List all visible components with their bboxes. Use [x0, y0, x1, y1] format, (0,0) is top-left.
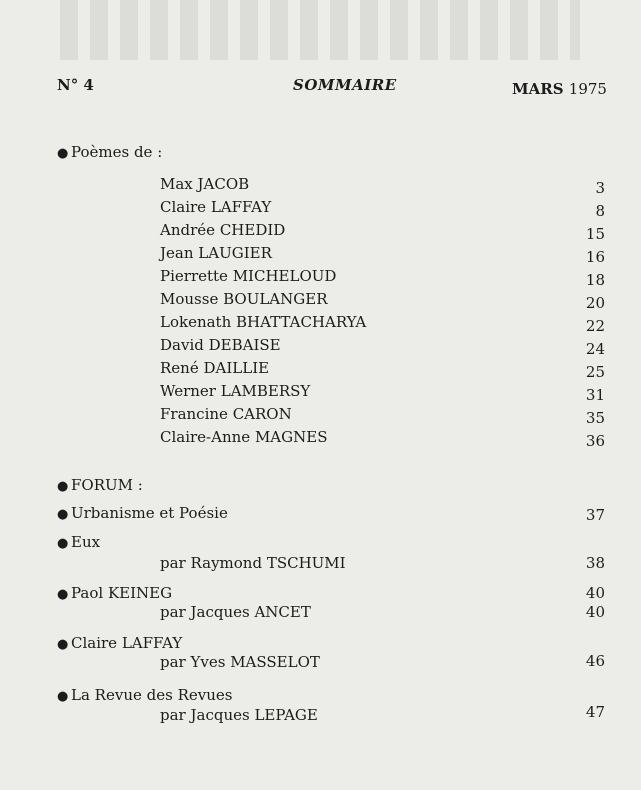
poet-first-name: Werner: [160, 382, 216, 400]
poet-entry: [160, 290, 328, 308]
poet-first-name: Francine: [160, 405, 228, 423]
bullet-icon: ●: [57, 536, 69, 551]
issue-number: N° 4: [57, 76, 94, 94]
poet-first-name: Andrée: [160, 221, 216, 239]
poet-last-name: CARON: [232, 405, 292, 423]
poet-first-name: David: [160, 336, 204, 354]
bullet-icon: ●: [57, 479, 69, 494]
poet-last-name: MAGNES: [254, 428, 328, 446]
page-number: 46: [585, 652, 605, 670]
entry-eux: [57, 533, 100, 551]
poet-first-name: Max: [160, 175, 193, 193]
bullet-icon: ●: [57, 637, 69, 652]
page-number: 40: [585, 584, 605, 602]
forum-heading-line: [57, 476, 143, 494]
poet-entry: [160, 405, 292, 423]
entry-title: La Revue des Revues: [71, 686, 233, 704]
poet-entry: [160, 382, 310, 400]
poet-entry: [160, 244, 272, 262]
poet-entry: [160, 221, 285, 239]
poems-heading-line: [57, 143, 162, 161]
forum-heading: FORUM :: [71, 476, 143, 494]
bleed-through-text: [60, 0, 580, 60]
entry-title: Claire LAFFAY: [71, 634, 183, 652]
poet-first-name: Claire-Anne: [160, 428, 251, 446]
entry-author: par Jacques LEPAGE: [160, 706, 318, 724]
issue-date: [512, 80, 607, 98]
bullet-icon: ●: [57, 689, 69, 704]
poet-first-name: Lokenath: [160, 313, 232, 331]
poet-last-name: DAILLIE: [203, 359, 270, 377]
page-number: 3: [595, 179, 605, 197]
page-number: 35: [585, 409, 605, 427]
page-title: SOMMAIRE: [293, 76, 397, 94]
page-number: 16: [585, 248, 605, 266]
page-number: 38: [585, 554, 605, 572]
poet-first-name: Mousse: [160, 290, 219, 308]
bullet-icon: ●: [57, 507, 69, 522]
entry-title: Paol KEINEG: [71, 584, 173, 602]
poet-first-name: Pierrette: [160, 267, 228, 285]
page-number: 24: [585, 340, 605, 358]
entry-laffay: [57, 634, 182, 652]
poet-first-name: Claire: [160, 198, 207, 216]
poet-last-name: DEBAISE: [208, 336, 281, 354]
poet-entry: [160, 313, 366, 331]
poet-first-name: René: [160, 359, 199, 377]
poet-entry: [160, 359, 269, 377]
entry-author: par Yves MASSELOT: [160, 653, 320, 671]
page-number: 22: [585, 317, 605, 335]
page-number: 40: [585, 603, 605, 621]
page-number: 31: [585, 386, 605, 404]
entry-revue: [57, 686, 232, 704]
poet-last-name: MICHELOUD: [232, 267, 337, 285]
page-number: 37: [585, 506, 605, 524]
poet-last-name: CHEDID: [219, 221, 286, 239]
poet-entry: [160, 198, 271, 216]
poet-last-name: BOULANGER: [223, 290, 328, 308]
page-number: 25: [585, 363, 605, 381]
issue-year: 1975: [568, 80, 607, 98]
page-number: 47: [585, 703, 605, 721]
poet-entry: [160, 336, 281, 354]
entry-author: par Raymond TSCHUMI: [160, 554, 346, 572]
page-number: 8: [595, 202, 605, 220]
entry-urbanisme: [57, 504, 228, 522]
poet-first-name: Jean: [160, 244, 194, 262]
page-number: 20: [585, 294, 605, 312]
bullet-icon: ●: [57, 587, 69, 602]
entry-title: Urbanisme et Poésie: [71, 504, 228, 522]
entry-title: Eux: [71, 533, 101, 551]
poet-last-name: LAMBERSY: [220, 382, 311, 400]
poet-entry: [160, 267, 336, 285]
issue-month: MARS: [512, 80, 564, 98]
poet-last-name: LAUGIER: [198, 244, 272, 262]
poet-entry: [160, 428, 327, 446]
page-number: 36: [585, 432, 605, 450]
bullet-icon: ●: [57, 146, 69, 161]
poems-heading: Poèmes de :: [71, 143, 163, 161]
entry-keineg: [57, 584, 172, 602]
poet-last-name: LAFFAY: [210, 198, 272, 216]
entry-author: par Jacques ANCET: [160, 603, 311, 621]
page-number: 18: [585, 271, 605, 289]
poet-entry: [160, 175, 249, 193]
poet-last-name: BHATTACHARYA: [236, 313, 367, 331]
poet-last-name: JACOB: [197, 175, 250, 193]
page-number: 15: [585, 225, 605, 243]
